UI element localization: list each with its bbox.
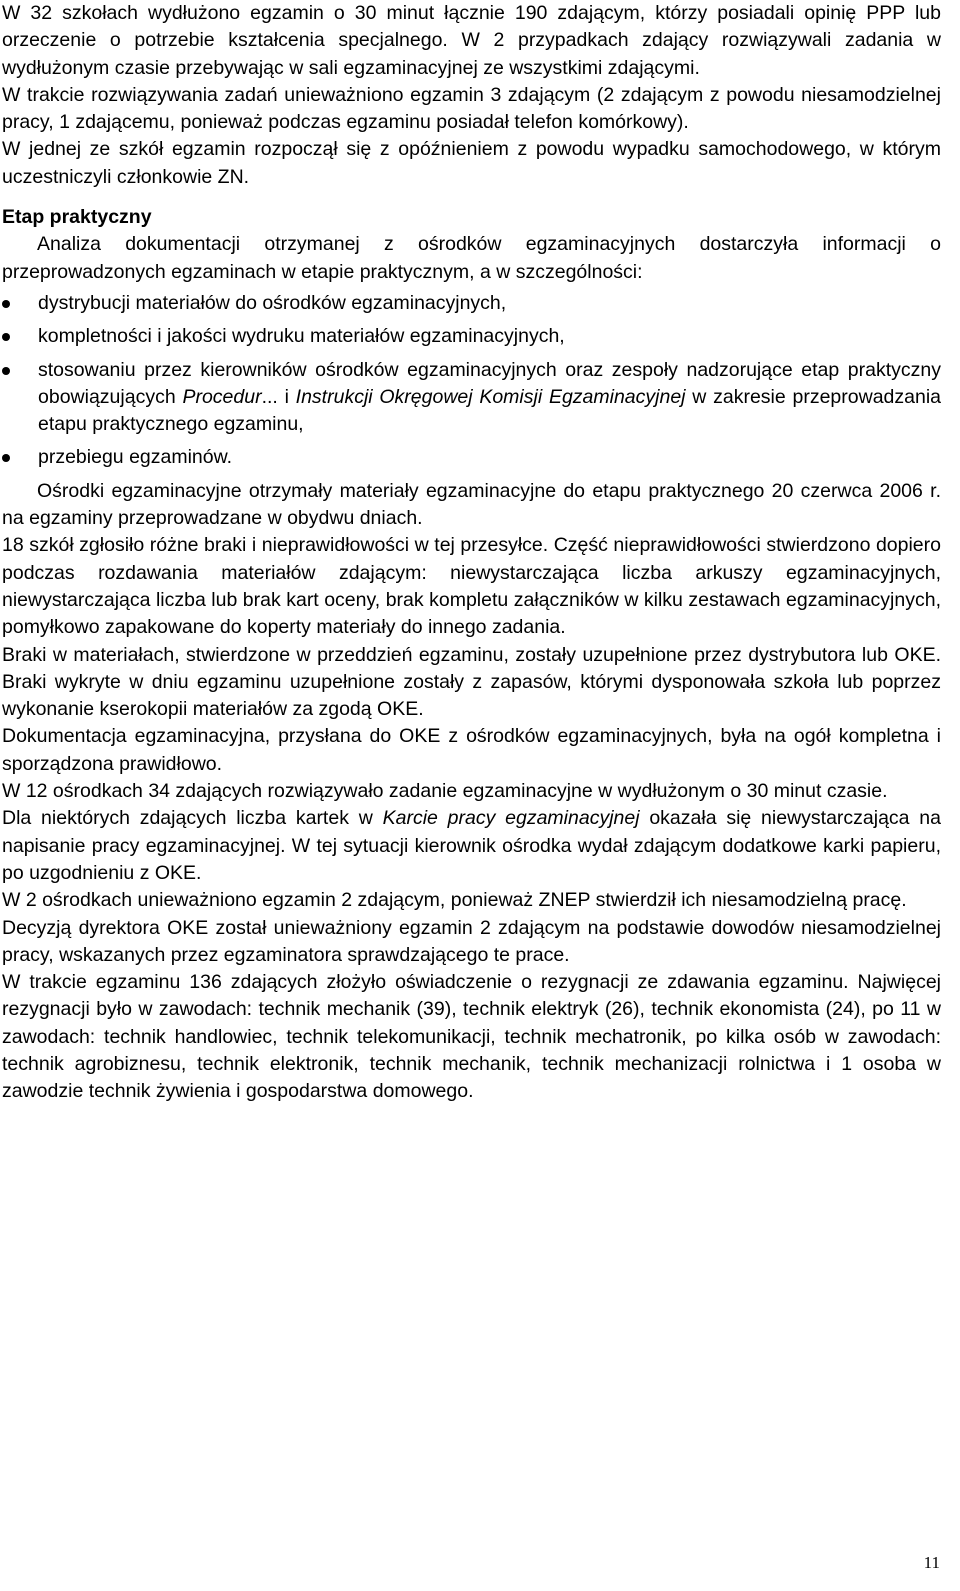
work-card-title: Karcie pracy egzaminacyjnej <box>382 807 640 830</box>
paragraph-resignations: W trakcie egzaminu 136 zdających złożyło oświadczenie o rezygnacji ze zdawania egzaminu. Najwięcej rezygnacji było w zawodach: technik mechanik (39), technik elektryk (26), technik ekonomista (24), po 11 w zawodach: technik handlowiec, technik telekomunikacji, technik mechatronik, po kilka osób w zawodach: technik agrobiznesu, technik elektronik, technik mechanik, technik mechanizacji rolnictwa i 1 osoba w zawodzie technik żywienia i gospodarstwa domowego. <box>2 971 941 1103</box>
bullet-icon <box>2 454 10 462</box>
paragraph-director-decision: Decyzją dyrektora OKE został unieważniony egzamin 2 zdającym na podstawie dowodów niesamodzielnej pracy, wskazanych przez egzaminatora sprawdzającego te prace. <box>2 916 941 966</box>
instructions-title: Instrukcji Okręgowej Komisji Egzaminacyjnej <box>295 385 686 408</box>
list-item <box>2 323 941 350</box>
list-item <box>2 357 941 439</box>
text-span: Dla niektórych zdających liczba kartek w <box>2 807 383 830</box>
paragraph-materials-received: Ośrodki egzaminacyjne otrzymały materiały egzaminacyjne do etapu praktycznego 20 czerwca 2006 r. na egzaminy przeprowadzane w obydwu dniach. <box>2 479 941 530</box>
list-item <box>2 290 941 317</box>
section-intro: Analiza dokumentacji otrzymanej z ośrodków egzaminacyjnych dostarczyła informacji o przeprowadzonych egzaminach w etapie praktycznym, a w szczególności: <box>2 233 941 283</box>
paragraph-invalidated-exams: W trakcie rozwiązywania zadań unieważniono egzamin 3 zdającym (2 zdającym z powodu niesamodzielnej pracy, 1 zdającemu, ponieważ podczas egzaminu posiadał telefon komórkowy). <box>2 83 941 134</box>
paragraph-znep-invalidation: W 2 ośrodkach unieważniono egzamin 2 zdającym, ponieważ ZNEP stwierdził ich niesamodzielną pracę. <box>2 889 907 912</box>
paragraph-documentation: Dokumentacja egzaminacyjna, przysłana do OKE z ośrodków egzaminacyjnych, była na ogół kompletna i sporządzona prawidłowo. <box>2 725 941 775</box>
paragraph-defects-resolved: Braki w materiałach, stwierdzone w przeddzień egzaminu, zostały uzupełnione przez dystrybutora lub OKE. Braki wykryte w dniu egzaminu uzupełnione zostały z zapasów, którymi dysponowała szkoła lub poprzez wykonanie kserokopii materiałów za zgodą OKE. <box>2 643 941 721</box>
section-heading: Etap praktyczny <box>2 206 152 229</box>
bullet-list <box>2 290 941 472</box>
bullet-icon <box>2 367 10 375</box>
page-number: 11 <box>923 1553 940 1572</box>
list-item-text: w zakresie przeprowadzania etapu praktycznego egzaminu, <box>38 385 941 436</box>
paragraph-shipment-defects: 18 szkół zgłosiło różne braki i nieprawidłowości w tej przesyłce. Część nieprawidłowości stwierdzono dopiero podczas rozdawania materiałów zdającym: niewystarczająca liczba arkuszy egzaminacyjnych, niewystarczająca liczba lub brak kart oceny, brak kompletu załączników w kilku zestawach egzaminacyjnych, pomyłkowo zapakowane do koperty materiały do innego zadania. <box>2 534 941 639</box>
document-page <box>2 0 941 1106</box>
list-item-text: kompletności i jakości wydruku materiałów egzaminacyjnych, <box>38 325 565 348</box>
paragraph-work-card <box>2 805 941 887</box>
procedures-title: Procedur <box>182 385 262 408</box>
bullet-icon <box>2 333 10 341</box>
text-span: okazała się niewystarczająca na napisanie pracy egzaminacyjnej. W tej sytuacji kierownik ośrodka wydał zdającym dodatkowe karki papieru, po uzgodnieniu z OKE. <box>2 807 941 884</box>
paragraph-delayed-start: W jednej ze szkół egzamin rozpoczął się z opóźnieniem z powodu wypadku samochodowego, w którym uczestniczyli członkowie ZN. <box>2 138 941 188</box>
list-item-text: ... i <box>261 385 296 408</box>
paragraph-extended-time: W 32 szkołach wydłużono egzamin o 30 minut łącznie 190 zdającym, którzy posiadali opinię PPP lub orzeczenie o potrzebie kształcenia specjalnego. W 2 przypadkach zdający rozwiązywali zadania w wydłużonym czasie przebywając w sali egzaminacyjnej ze wszystkimi zdającymi. <box>2 2 941 79</box>
list-item-text: przebiegu egzaminów. <box>38 446 233 469</box>
list-item-text: stosowaniu przez kierowników ośrodków egzaminacyjnych oraz zespoły nadzorujące etap praktyczny obowiązujących <box>38 358 941 408</box>
list-item-text: dystrybucji materiałów do ośrodków egzaminacyjnych, <box>38 291 507 314</box>
list-item <box>2 444 941 471</box>
paragraph-extended-time-practical: W 12 ośrodkach 34 zdających rozwiązywało zadanie egzaminacyjne w wydłużonym o 30 minut czasie. <box>2 780 888 803</box>
bullet-icon <box>2 300 10 308</box>
